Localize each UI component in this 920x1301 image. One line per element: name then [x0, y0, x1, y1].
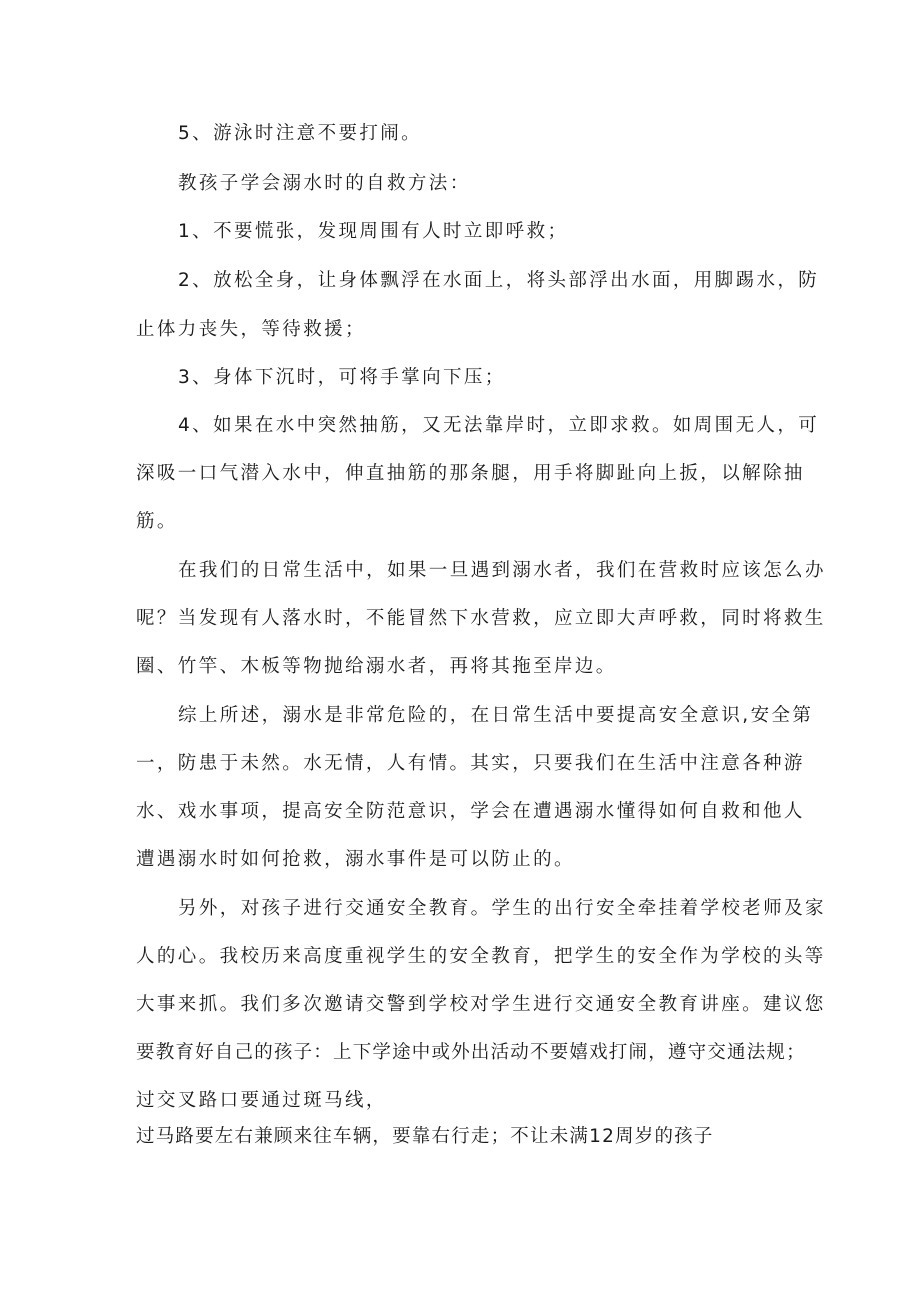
- paragraph-line: 止体力丧失，等待救援；: [136, 319, 366, 340]
- paragraph-line: 大事来抓。我们多次邀请交警到学校对学生进行交通安全教育讲座。建议您: [136, 994, 826, 1015]
- paragraph-line: 过马路要左右兼顾来往车辆，要靠右行走；不让未满12周岁的孩子: [136, 1126, 714, 1147]
- paragraph-line: 5、游泳时注意不要打闹。: [178, 123, 423, 144]
- paragraph-line: 遭遇溺水时如何抢救，溺水事件是可以防止的。: [136, 849, 575, 870]
- paragraph-line: 另外，对孩子进行交通安全教育。学生的出行安全牵挂着学校老师及家: [178, 898, 826, 919]
- paragraph-line: 圈、竹竿、木板等物抛给溺水者，再将其拖至岸边。: [136, 656, 617, 677]
- paragraph-line: 呢？当发现有人落水时，不能冒然下水营救，应立即大声呼救，同时将救生: [136, 608, 826, 629]
- paragraph-line: 过交叉路口要通过斑马线，: [136, 1090, 387, 1111]
- paragraph-line: 水、戏水事项，提高安全防范意识，学会在遭遇溺水懂得如何自救和他人: [136, 801, 805, 822]
- paragraph-line: 4、如果在水中突然抽筋，又无法靠岸时，立即求救。如周围无人，可: [178, 415, 820, 436]
- paragraph-line: 教孩子学会溺水时的自救方法：: [178, 173, 471, 194]
- paragraph-line: 3、身体下沉时，可将手掌向下压；: [178, 367, 506, 388]
- paragraph-line: 人的心。我校历来高度重视学生的安全教育，把学生的安全作为学校的头等: [136, 946, 826, 967]
- paragraph-line: 在我们的日常生活中，如果一旦遇到溺水者，我们在营救时应该怎么办: [178, 560, 826, 581]
- paragraph-line: 一，防患于未然。水无情，人有情。其实，只要我们在生活中注意各种游: [136, 753, 805, 774]
- paragraph-line: 深吸一口气潜入水中，伸直抽筋的那条腿，用手将脚趾向上扳，以解除抽: [136, 463, 805, 484]
- paragraph-line: 要教育好自己的孩子：上下学途中或外出活动不要嬉戏打闹，遵守交通法规；: [136, 1042, 806, 1063]
- paragraph-line: 2、放松全身，让身体飘浮在水面上，将头部浮出水面，用脚踢水，防: [178, 270, 820, 291]
- paragraph-line: 综上所述，溺水是非常危险的，在日常生活中要提高安全意识,安全第: [178, 705, 814, 726]
- paragraph-line: 1、不要慌张，发现周围有人时立即呼救；: [178, 221, 569, 242]
- paragraph-line: 筋。: [136, 511, 178, 532]
